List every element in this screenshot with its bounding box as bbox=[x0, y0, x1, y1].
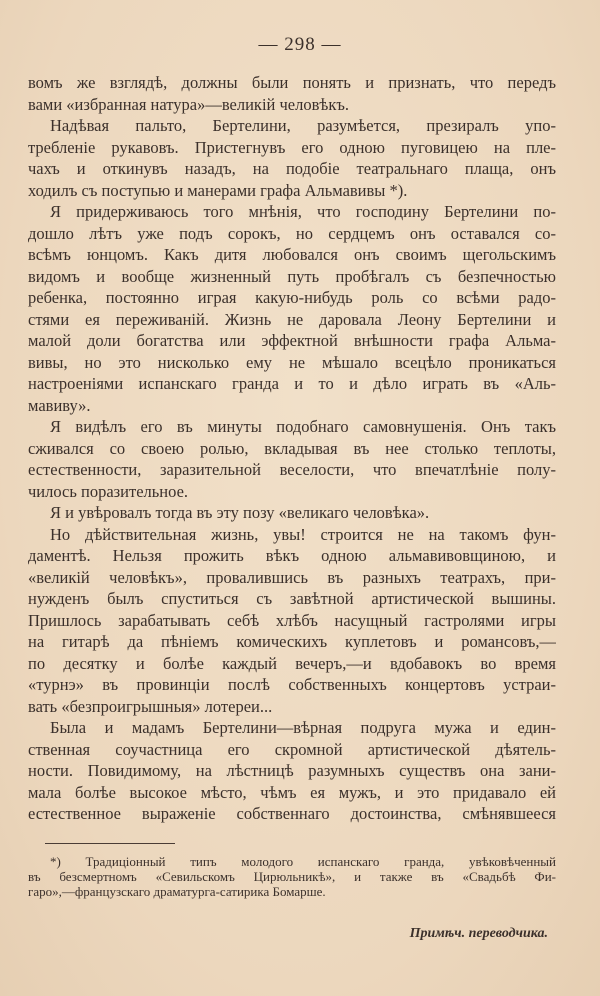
text-line: ребенка, постоянно играя какую-нибудь роль со всѣми радо- bbox=[28, 288, 556, 307]
page-number: — 298 — bbox=[258, 34, 342, 55]
text-line: Пришлось зарабатывать себѣ хлѣбъ насущный гастролями игры bbox=[28, 610, 556, 630]
text-line: «великій человѣкъ», провалившись въ разныхъ театрахъ, при- bbox=[28, 567, 556, 587]
text-line: малой доли богатства или эффектной внѣшности графа Альма- bbox=[28, 331, 556, 350]
footnote-signature: Примѣч. переводчика. bbox=[409, 926, 548, 941]
text-line: даментѣ. Нельзя прожить вѣкъ одною альмавивовщиною, и bbox=[28, 546, 556, 565]
text-line: стями ея переживаній. Жизнь не даровала Леону Бертелини и bbox=[28, 309, 556, 329]
text-line: ности. Повидимому, на лѣстницѣ разумныхъ существъ она зани- bbox=[28, 761, 556, 780]
text-line: «турнэ» въ провинціи послѣ собственныхъ концертовъ устраи- bbox=[28, 675, 556, 694]
text-line: вомъ же взглядѣ, должны были понять и признать, что передъ bbox=[28, 73, 556, 92]
text-line: мавиву». bbox=[28, 395, 91, 415]
text-line: вивы, но это нисколько ему не мѣшало всецѣло проникаться bbox=[28, 352, 556, 372]
text-line: ходилъ съ поступью и манерами графа Альмавивы *). bbox=[28, 180, 408, 200]
main-text bbox=[28, 72, 556, 825]
text-line: чилось поразительное. bbox=[28, 481, 189, 501]
text-line: мала болѣе высокое мѣсто, чѣмъ ея мужъ, и это придавало ей bbox=[28, 782, 556, 802]
text-line: по десятку и болѣе каждый вечеръ,—и вдобавокъ во время bbox=[28, 653, 556, 673]
text-line: дошло лѣтъ уже подъ сорокъ, но сердцемъ онъ оставался со- bbox=[28, 223, 556, 243]
text-line: вами «избранная натура»—великій человѣкъ. bbox=[28, 94, 350, 114]
text-line: ственная соучастница его скромной артистической дѣятель- bbox=[28, 739, 556, 759]
text-line: нужденъ былъ спуститься съ завѣтной артистической вышины. bbox=[28, 589, 556, 608]
text-line: естественности, заразительной веселости, что впечатлѣніе полу- bbox=[28, 460, 556, 479]
text-line: вать «безпроигрышныя» лотереи... bbox=[28, 696, 273, 716]
text-line: Я придерживаюсь того мнѣнія, что господину Бертелини по- bbox=[50, 202, 556, 221]
text-line: чахъ и откинувъ назадъ, на подобіе театральнаго плаща, онъ bbox=[28, 159, 556, 178]
text-line: требленіе рукавовъ. Пристегнувъ его одною пуговицею на пле- bbox=[28, 137, 556, 157]
text-line: Я и увѣровалъ тогда въ эту позу «великаго человѣка». bbox=[50, 503, 430, 522]
footnote-line: *) Традиціонный типъ молодого испанскаго гранда, увѣковѣченный bbox=[50, 854, 556, 869]
footnote-line: гаро»,—французскаго драматурга-сатирика Бомарше. bbox=[28, 884, 326, 899]
text-line: Но дѣйствительная жизнь, увы! строится не на такомъ фун- bbox=[50, 524, 556, 544]
text-line: Была и мадамъ Бертелини—вѣрная подруга мужа и един- bbox=[50, 718, 556, 737]
text-line: всѣмъ юнцомъ. Какъ дитя любовался онъ своимъ щегольскимъ bbox=[28, 245, 556, 264]
text-line: настроеніями испанскаго гранда и то и дѣло играть въ «Аль- bbox=[28, 374, 556, 393]
text-line: на гитарѣ да пѣніемъ комическихъ куплетовъ и романсовъ,— bbox=[28, 632, 556, 651]
text-line: видомъ и вообще жизненный путь пробѣгалъ съ безпечностью bbox=[28, 266, 556, 286]
text-line: сживался со своею ролью, вкладывая въ нее столько теплоты, bbox=[28, 438, 556, 458]
text-line: Я видѣлъ его въ минуты подобнаго самовнушенія. Онъ такъ bbox=[50, 417, 556, 436]
footnote bbox=[28, 854, 556, 899]
footnote-divider bbox=[45, 843, 175, 844]
text-line: естественное выраженіе собственнаго достоинства, смѣнявшееся bbox=[28, 804, 556, 823]
text-line: Надѣвая пальто, Бертелини, разумѣется, презиралъ упо- bbox=[50, 116, 556, 135]
footnote-line: въ безсмертномъ «Севильскомъ Цирюльникѣ», и также въ «Свадьбѣ Фи- bbox=[28, 869, 556, 884]
